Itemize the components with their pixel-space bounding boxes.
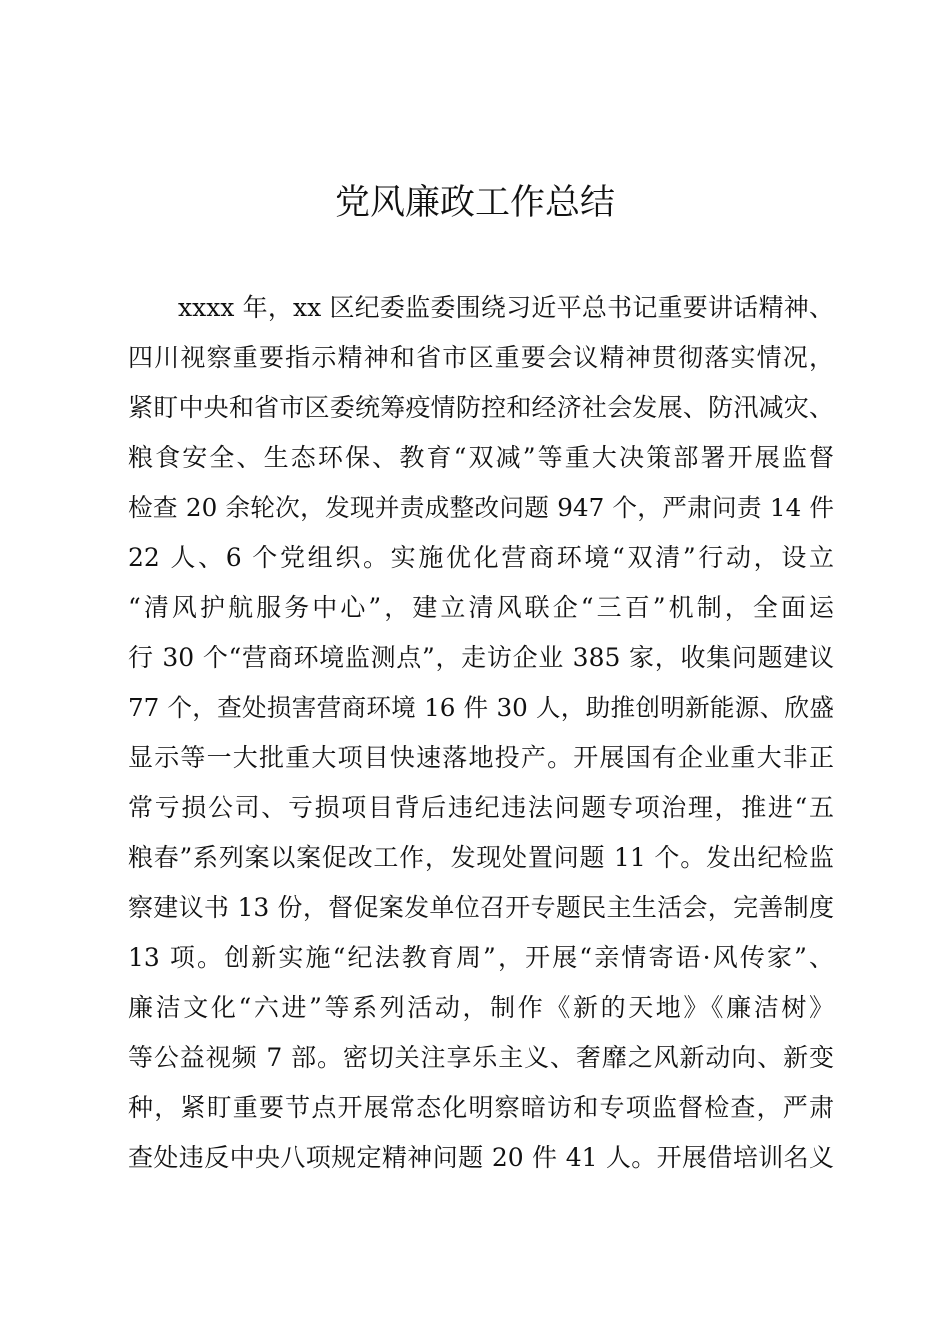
paragraph-line: 等公益视频 7 部。密切关注享乐主义、奢靡之风新动向、新变 [128, 1043, 834, 1072]
paragraph-line: 粮食安全、生态环保、教育“双减”等重大决策部署开展监督 [128, 443, 834, 472]
paragraph-line: 察建议书 13 份，督促案发单位召开专题民主生活会，完善制度 [128, 893, 834, 922]
paragraph-line: 检查 20 余轮次，发现并责成整改问题 947 个，严肃问责 14 件 [128, 493, 834, 522]
paragraph-line: 种，紧盯重要节点开展常态化明察暗访和专项监督检查，严肃 [128, 1093, 834, 1122]
paragraph-line: 13 项。创新实施“纪法教育周”，开展“亲情寄语·风传家”、 [128, 943, 834, 972]
document-title: 党风廉政工作总结 [334, 183, 615, 223]
paragraph-line: 粮春”系列案以案促改工作，发现处置问题 11 个。发出纪检监 [128, 843, 834, 872]
paragraph-line: 廉洁文化“六进”等系列活动，制作《新的天地》《廉洁树》 [128, 993, 834, 1022]
paragraph-line: “清风护航服务中心”，建立清风联企“三百”机制，全面运 [128, 593, 834, 622]
paragraph-line: 显示等一大批重大项目快速落地投产。开展国有企业重大非正 [128, 743, 834, 772]
paragraph-line: 四川视察重要指示精神和省市区重要会议精神贯彻落实情况， [128, 343, 834, 372]
paragraph-line: 行 30 个“营商环境监测点”，走访企业 385 家，收集问题建议 [128, 643, 834, 672]
paragraph-line: 77 个，查处损害营商环境 16 件 30 人，助推创明新能源、欣盛 [128, 693, 834, 722]
paragraph-line: 紧盯中央和省市区委统筹疫情防控和经济社会发展、防汛减灾、 [128, 393, 834, 422]
paragraph-line: xxxx 年，xx 区纪委监委围绕习近平总书记重要讲话精神、 [178, 293, 834, 322]
body-paragraph [128, 283, 834, 1183]
paragraph-line: 常亏损公司、亏损项目背后违纪违法问题专项治理，推进“五 [128, 793, 834, 822]
paragraph-line: 22 人、6 个党组织。实施优化营商环境“双清”行动，设立 [128, 543, 834, 572]
paragraph-line: 查处违反中央八项规定精神问题 20 件 41 人。开展借培训名义 [128, 1143, 834, 1172]
